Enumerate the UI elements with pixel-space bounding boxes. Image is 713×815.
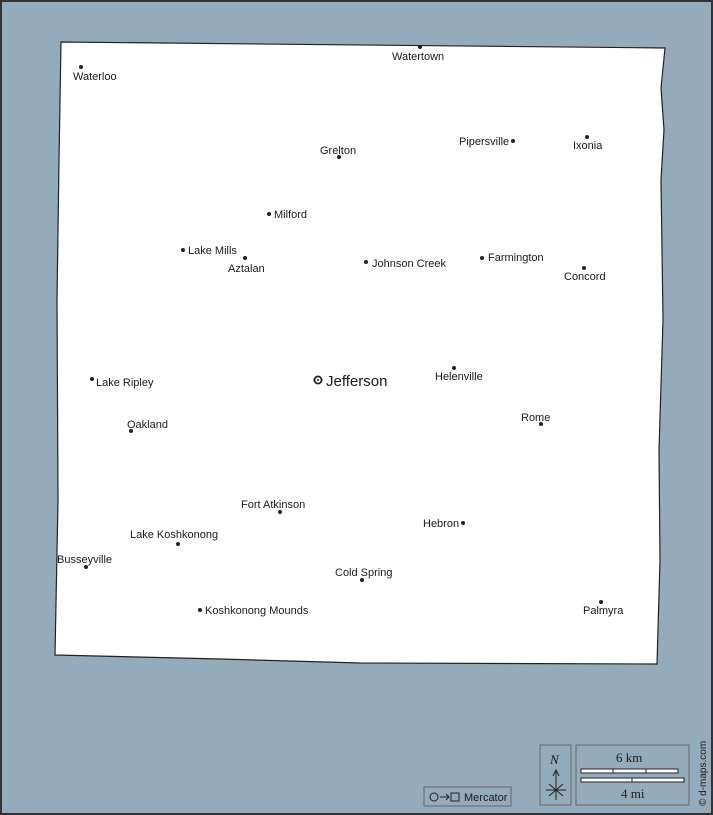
credit-label: © d-maps.com: [698, 740, 709, 806]
city-label: Waterloo: [73, 71, 117, 83]
city-label: Palmyra: [583, 605, 624, 617]
city-marker: [480, 256, 484, 260]
city-label: Aztalan: [228, 263, 265, 275]
city-label: Busseyville: [57, 554, 113, 566]
city-label: Oakland: [127, 419, 168, 431]
city-koshkonong-mounds: [198, 605, 309, 617]
city-marker: [452, 366, 456, 370]
city-label: Lake Ripley: [96, 377, 154, 389]
city-marker: [364, 260, 368, 264]
city-label: Lake Mills: [188, 245, 237, 257]
projection-label: Mercator: [464, 792, 508, 804]
scale-km-bar: [581, 769, 678, 773]
city-label: Concord: [564, 271, 606, 283]
city-label: Cold Spring: [335, 567, 393, 579]
city-label: Koshkonong Mounds: [205, 605, 309, 617]
city-farmington: [480, 252, 544, 264]
projection-badge: [424, 787, 511, 806]
city-marker: [582, 266, 586, 270]
city-marker: [90, 377, 94, 381]
city-marker: [461, 521, 465, 525]
capital-label: Jefferson: [326, 373, 388, 390]
city-marker: [585, 135, 589, 139]
city-marker: [267, 212, 271, 216]
city-grelton: [320, 145, 356, 159]
compass-north-label: N: [550, 752, 559, 767]
capital-jefferson: [314, 373, 387, 390]
city-marker: [599, 600, 603, 604]
city-label: Helenville: [435, 371, 483, 383]
city-label: Ixonia: [573, 140, 603, 152]
scale-bar: [576, 745, 689, 805]
city-marker: [79, 65, 83, 69]
city-marker: [181, 248, 185, 252]
city-rome: [521, 412, 550, 426]
city-label: Grelton: [320, 145, 357, 157]
city-pipersville: [459, 136, 515, 148]
city-lake-mills: [181, 245, 237, 257]
city-label: Farmington: [488, 252, 544, 264]
city-marker: [176, 542, 180, 546]
city-marker: [511, 139, 515, 143]
city-lake-ripley: [90, 377, 154, 389]
compass: [540, 745, 571, 805]
city-label: Watertown: [392, 51, 445, 63]
city-oakland: [127, 419, 168, 433]
city-marker: [418, 45, 422, 49]
city-label: Hebron: [423, 518, 460, 530]
city-label: Rome: [521, 412, 551, 424]
city-label: Johnson Creek: [372, 258, 446, 270]
city-hebron: [423, 518, 465, 530]
city-marker: [243, 256, 247, 260]
city-marker: [198, 608, 202, 612]
city-label: Milford: [274, 209, 308, 221]
city-johnson-creek: [364, 258, 446, 270]
city-label: Pipersville: [459, 136, 510, 148]
scale-km-label: 6 km: [616, 750, 643, 765]
city-label: Lake Koshkonong: [130, 529, 219, 541]
scale-mi-label: 4 mi: [621, 786, 645, 801]
city-label: Fort Atkinson: [241, 499, 306, 511]
capital-marker-center: [317, 379, 319, 381]
